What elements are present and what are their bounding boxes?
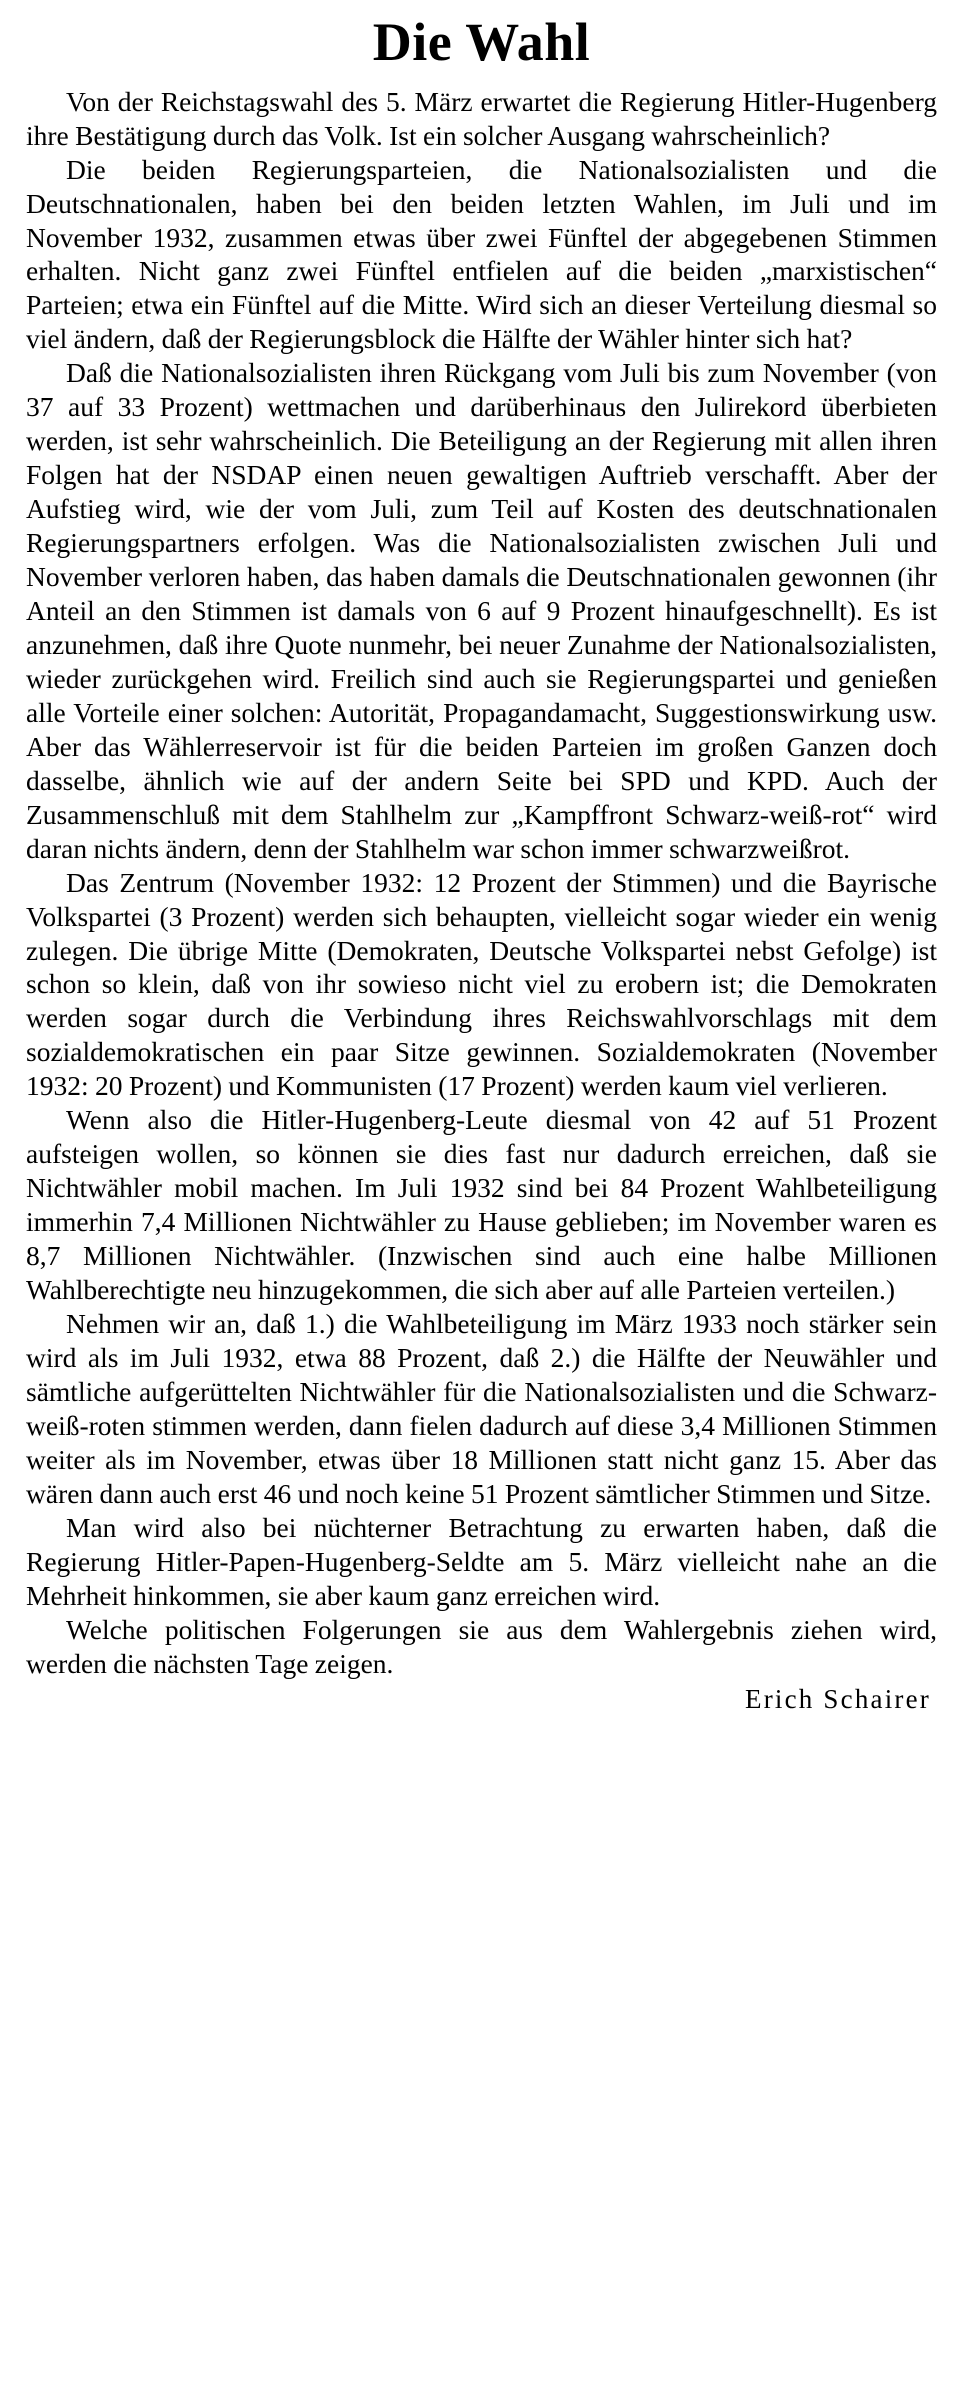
page-title: Die Wahl [372, 12, 591, 72]
article-body [26, 85, 937, 1681]
author-signature: Erich Schairer [745, 1684, 931, 1715]
paragraph: Von der Reichstagswahl des 5. März erwartet die Regierung Hitler-Hugenberg ihre Bestätigung durch das Volk. Ist ein solcher Ausgang wahrscheinlich? [26, 85, 937, 151]
paragraph: Die beiden Regierungsparteien, die Nationalsozialisten und die Deutschnationalen, haben bei den beiden letzten Wahlen, im Juli und im November 1932, zusammen etwas über zwei Fünftel der abgegebenen Stimmen erhalten. Nicht ganz zwei Fünftel entfielen auf die beiden „marxistischen“ Parteien; etwa ein Fünftel auf die Mitte. Wird sich an dieser Verteilung diesmal so viel ändern, daß der Regierungsblock die Hälfte der Wähler hinter sich hat? [26, 153, 937, 355]
paragraph: Wenn also die Hitler-Hugenberg-Leute diesmal von 42 auf 51 Prozent aufsteigen wollen, so können sie dies fast nur dadurch erreichen, daß sie Nichtwähler mobil machen. Im Juli 1932 sind bei 84 Prozent Wahlbeteiligung immerhin 7,4 Millionen Nichtwähler zu Hause geblieben; im November waren es 8,7 Millionen Nichtwähler. (Inzwischen sind auch eine halbe Millionen Wahlberechtigte neu hinzugekommen, die sich aber auf alle Parteien verteilen.) [26, 1104, 937, 1306]
paragraph: Welche politischen Folgerungen sie aus dem Wahlergebnis ziehen wird, werden die nächsten Tage zeigen. [26, 1613, 937, 1679]
paragraph: Man wird also bei nüchterner Betrachtung zu erwarten haben, daß die Regierung Hitler-Papen-Hugenberg-Seldte am 5. März vielleicht nahe an die Mehrheit hinkommen, sie aber kaum ganz erreichen wird. [26, 1511, 937, 1611]
paragraph: Daß die Nationalsozialisten ihren Rückgang vom Juli bis zum November (von 37 auf 33 Prozent) wettmachen und darüberhinaus den Julirekord überbieten werden, ist sehr wahrscheinlich. Die Beteiligung an der Regierung mit allen ihren Folgen hat der NSDAP einen neuen gewaltigen Auftrieb verschafft. Aber der Aufstieg wird, wie der vom Juli, zum Teil auf Kosten des deutschnationalen Regierungspartners erfolgen. Was die Nationalsozialisten zwischen Juli und November verloren haben, das haben damals die Deutschnationalen gewonnen (ihr Anteil an den Stimmen ist damals von 6 auf 9 Prozent hinaufgeschnellt). Es ist anzunehmen, daß ihre Quote nunmehr, bei neuer Zunahme der Nationalsozialisten, wieder zurückgehen wird. Freilich sind auch sie Regierungspartei und genießen alle Vorteile einer solchen: Autorität, Propagandamacht, Suggestionswirkung usw. Aber das Wählerreservoir ist für die beiden Parteien im großen Ganzen doch dasselbe, ähnlich wie auf der andern Seite bei SPD und KPD. Auch der Zusammenschluß mit dem Stahlhelm zur „Kampffront Schwarz-weiß-rot“ wird daran nichts ändern, denn der Stahlhelm war schon immer schwarzweißrot. [26, 357, 937, 864]
paragraph: Nehmen wir an, daß 1.) die Wahlbeteiligung im März 1933 noch stärker sein wird als im Juli 1932, etwa 88 Prozent, daß 2.) die Hälfte der Neuwähler und sämtliche aufgerüttelten Nichtwähler für die Nationalsozialisten und die Schwarz-weiß-roten stimmen werden, dann fielen dadurch auf diese 3,4 Millionen Stimmen weiter als im November, etwas über 18 Millionen statt nicht ganz 15. Aber das wären dann auch erst 46 und noch keine 51 Prozent sämtlicher Stimmen und Sitze. [26, 1308, 937, 1509]
paragraph: Das Zentrum (November 1932: 12 Prozent der Stimmen) und die Bayrische Volkspartei (3 Prozent) werden sich behaupten, vielleicht sogar wieder ein wenig zulegen. Die übrige Mitte (Demokraten, Deutsche Volkspartei nebst Gefolge) ist schon so klein, daß von ihr sowieso nicht viel zu erobern ist; die Demokraten werden sogar durch die Verbindung ihres Reichswahlvorschlags mit dem sozialdemokratischen ein paar Sitze gewinnen. Sozialdemokraten (November 1932: 20 Prozent) und Kommunisten (17 Prozent) werden kaum viel verlieren. [26, 866, 937, 1102]
